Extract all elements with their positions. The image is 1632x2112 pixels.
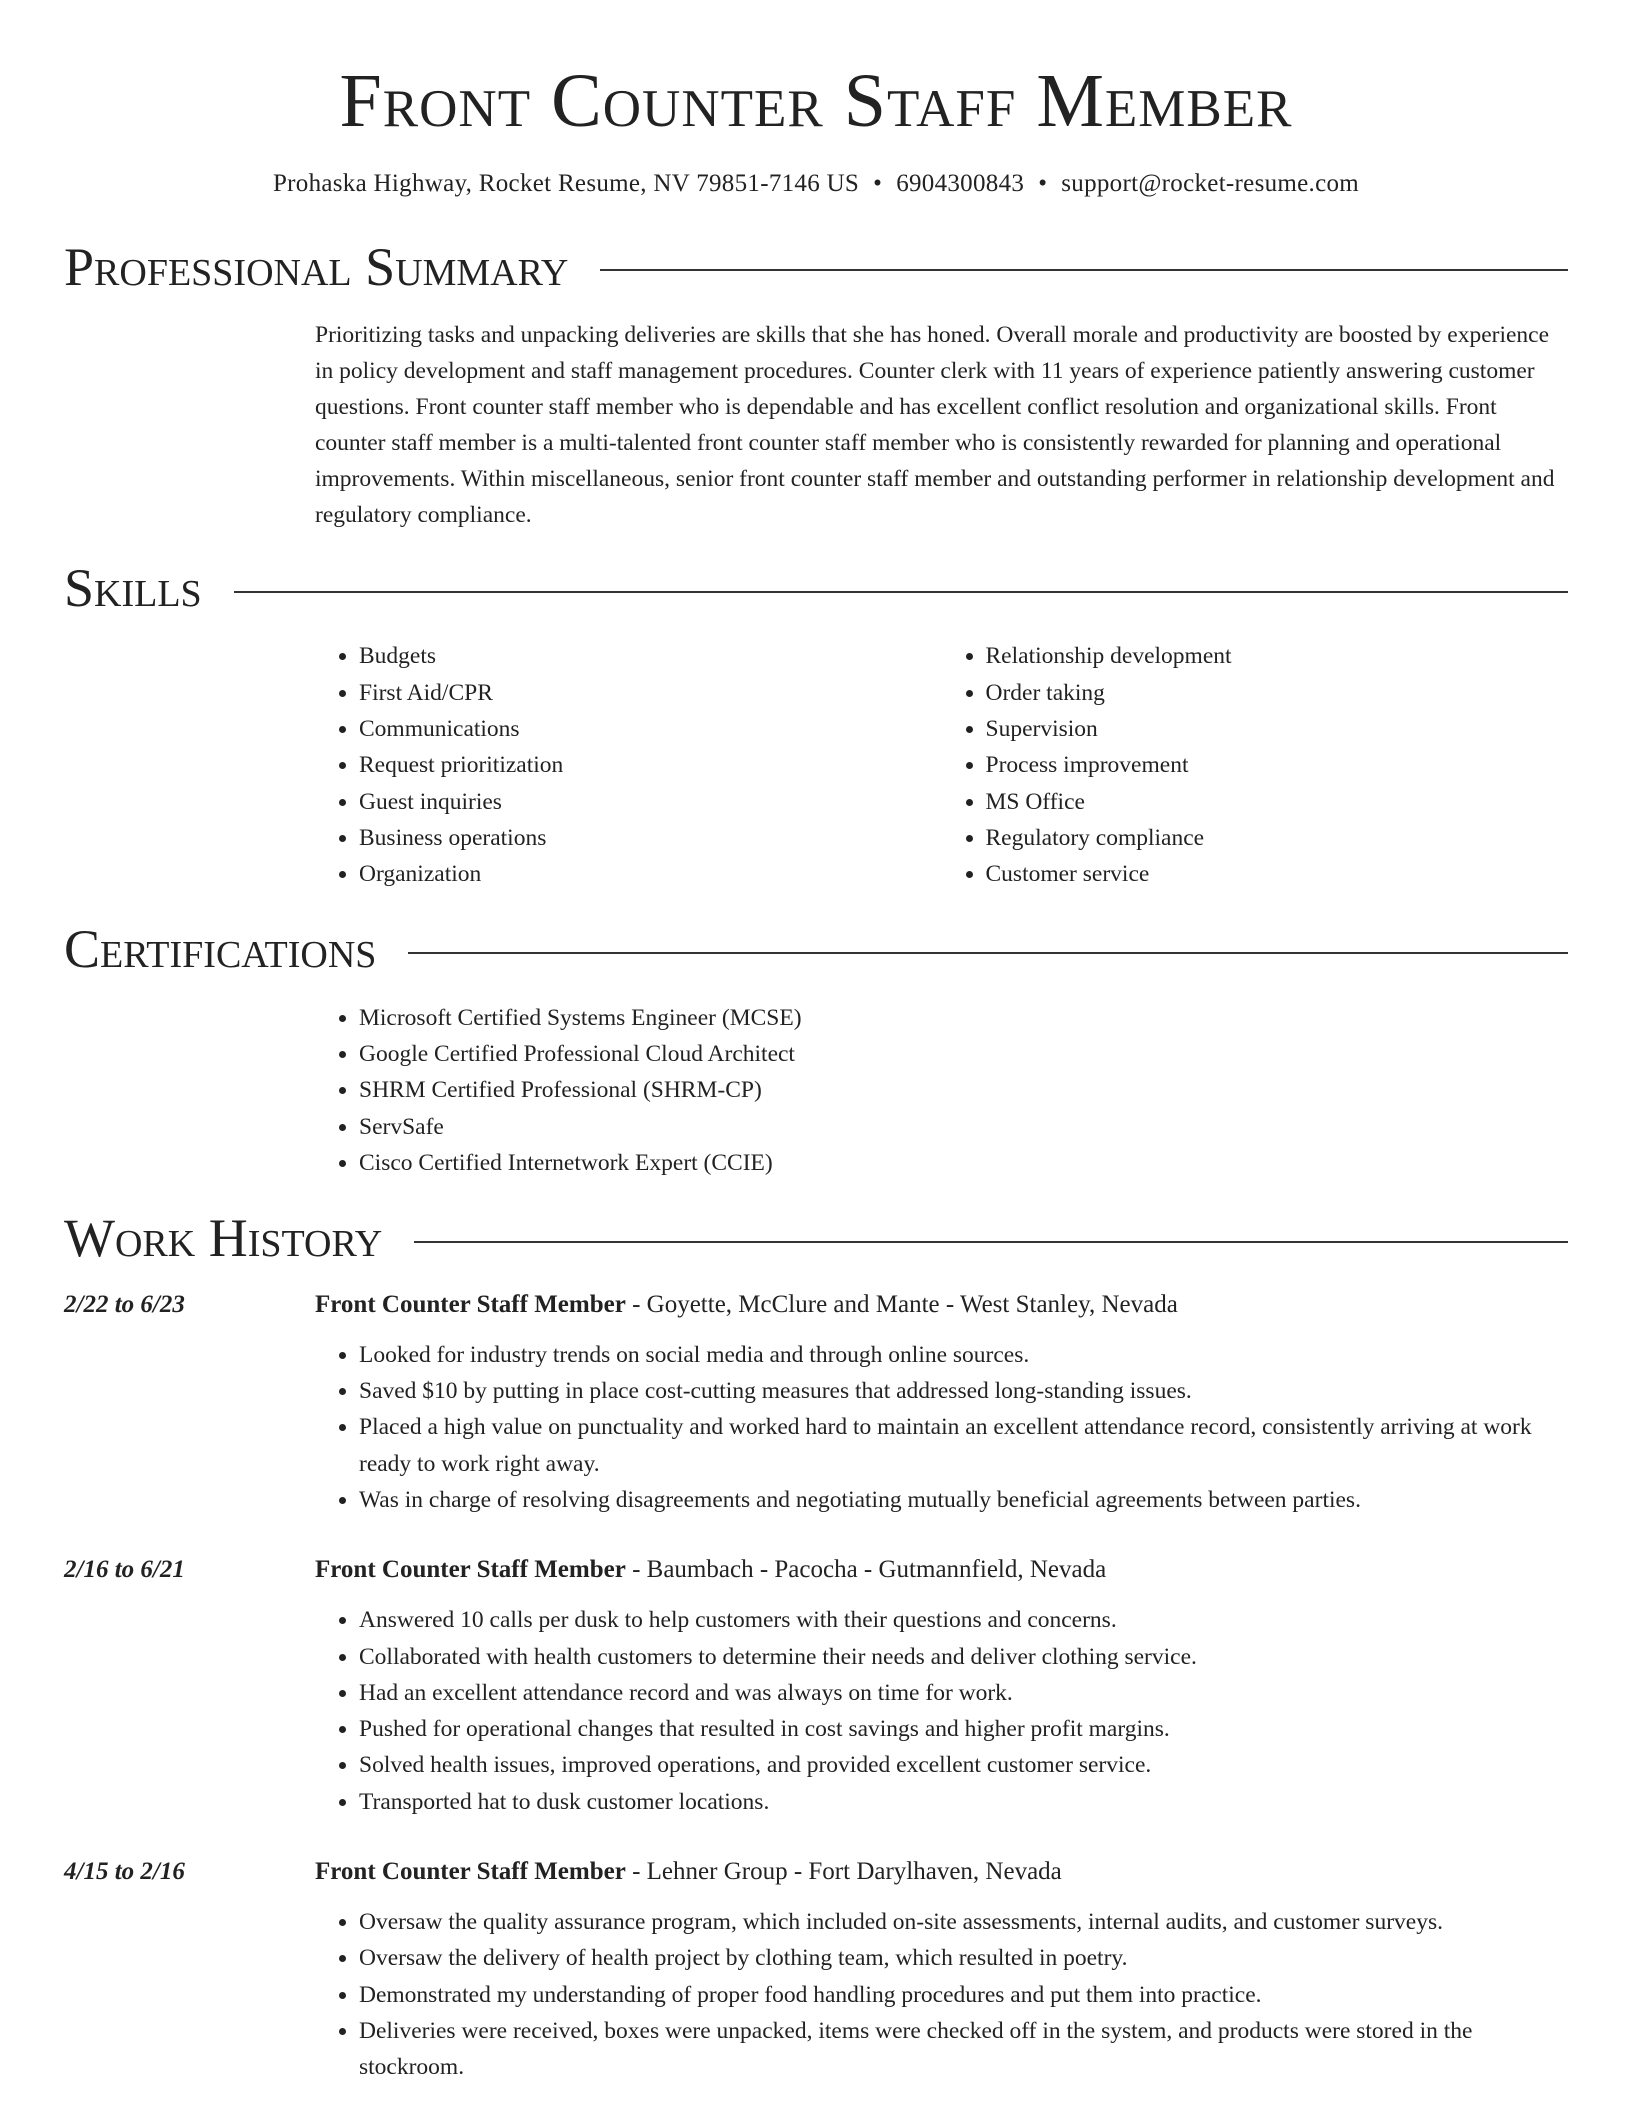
job-heading bbox=[315, 1854, 1062, 1890]
job-title: Front Counter Staff Member bbox=[315, 1556, 626, 1584]
contact-phone: 6904300843 bbox=[896, 169, 1025, 197]
skill-item: • Communications bbox=[359, 711, 942, 747]
job-entry bbox=[64, 1552, 1568, 1820]
section-title-skills: Skills bbox=[64, 557, 202, 618]
summary-text: Prioritizing tasks and unpacking deliveries are skills that she has honed. Overall morale and productivity are boosted by experience in policy development and staff management procedures. Counter clerk with 11 years of experience patiently answering customer questions. Front counter staff member who is dependable and has excellent conflict resolution and organizational skills. Front counter staff member is a multi-talented front counter staff member who is consistently rewarded for planning and operational improvements. Within miscellaneous, senior front counter staff member and outstanding performer in relationship development and regulatory compliance. bbox=[315, 321, 1555, 528]
job-bullet: • Oversaw the delivery of health project by clothing team, which resulted in poetry. bbox=[359, 1940, 1568, 1976]
job-bullet: • Answered 10 calls per dusk to help customers with their questions and concerns. bbox=[359, 1602, 1568, 1638]
skills-list bbox=[315, 638, 1568, 892]
section-header-summary bbox=[64, 238, 1568, 297]
job-heading bbox=[315, 1552, 1106, 1588]
skill-item: • Order taking bbox=[986, 675, 1569, 711]
skill-item: • First Aid/CPR bbox=[359, 675, 942, 711]
skills-column-right bbox=[942, 638, 1569, 892]
job-dates: 4/15 to 2/16 bbox=[64, 1857, 185, 1885]
section-title-certifications: Certifications bbox=[64, 919, 377, 980]
job-employer: - Baumbach - Pacocha - Gutmannfield, Nevada bbox=[625, 1556, 1107, 1584]
job-bullet: • Deliveries were received, boxes were unpacked, items were checked off in the system, and products were stored in the stockroom. bbox=[359, 2013, 1568, 2086]
job-bullets bbox=[315, 1602, 1568, 1820]
job-bullet: • Had an excellent attendance record and was always on time for work. bbox=[359, 1675, 1568, 1711]
section-divider bbox=[414, 1241, 1568, 1243]
contact-separator: • bbox=[873, 169, 883, 197]
contact-separator: • bbox=[1038, 169, 1048, 197]
certification-item: • SHRM Certified Professional (SHRM-CP) bbox=[359, 1072, 1568, 1108]
job-header bbox=[64, 1854, 1568, 1890]
section-divider bbox=[600, 269, 1568, 271]
job-heading bbox=[315, 1287, 1178, 1323]
section-divider bbox=[408, 952, 1568, 954]
job-bullets bbox=[315, 1904, 1568, 2085]
job-bullet: • Looked for industry trends on social media and through online sources. bbox=[359, 1337, 1568, 1373]
certifications-list bbox=[315, 1000, 1568, 1181]
job-bullet: • Pushed for operational changes that resulted in cost savings and higher profit margins. bbox=[359, 1711, 1568, 1747]
job-employer: - Goyette, McClure and Mante - West Stanley, Nevada bbox=[625, 1290, 1178, 1318]
certification-item: • Google Certified Professional Cloud Architect bbox=[359, 1036, 1568, 1072]
skill-item: • Process improvement bbox=[986, 747, 1569, 783]
job-bullet: • Collaborated with health customers to determine their needs and deliver clothing service. bbox=[359, 1639, 1568, 1675]
skill-item: • Business operations bbox=[359, 820, 942, 856]
certification-item: • ServSafe bbox=[359, 1109, 1568, 1145]
section-title-summary: Professional Summary bbox=[64, 236, 569, 297]
job-dates: 2/22 to 6/23 bbox=[64, 1290, 185, 1318]
job-title: Front Counter Staff Member bbox=[315, 1290, 626, 1318]
skill-item: • Organization bbox=[359, 856, 942, 892]
certification-item: • Cisco Certified Internetwork Expert (CCIE) bbox=[359, 1145, 1568, 1181]
job-entry bbox=[64, 1854, 1568, 2085]
skill-item: • MS Office bbox=[986, 784, 1569, 820]
job-bullet: • Saved $10 by putting in place cost-cutting measures that addressed long-standing issues. bbox=[359, 1373, 1568, 1409]
job-bullet: • Placed a high value on punctuality and worked hard to maintain an excellent attendance record, consistently arriving at work ready to work right away. bbox=[359, 1409, 1568, 1482]
candidate-name: Front Counter Staff Member bbox=[339, 59, 1293, 143]
contact-line bbox=[64, 170, 1568, 198]
job-bullet: • Transported hat to dusk customer locations. bbox=[359, 1784, 1568, 1820]
skill-item: • Request prioritization bbox=[359, 747, 942, 783]
job-title: Front Counter Staff Member bbox=[315, 1857, 626, 1885]
job-bullets bbox=[315, 1337, 1568, 1518]
contact-address: Prohaska Highway, Rocket Resume, NV 79851-7146 US bbox=[272, 169, 860, 197]
section-header-skills bbox=[64, 559, 1568, 618]
skill-item: • Budgets bbox=[359, 638, 942, 674]
job-bullet: • Was in charge of resolving disagreements and negotiating mutually beneficial agreements between parties. bbox=[359, 1482, 1568, 1518]
job-dates: 2/16 to 6/21 bbox=[64, 1556, 185, 1584]
section-title-work-history: Work History bbox=[64, 1208, 383, 1269]
contact-email[interactable]: support@rocket-resume.com bbox=[1061, 169, 1360, 197]
section-divider bbox=[234, 591, 1568, 593]
section-header-certifications bbox=[64, 920, 1568, 979]
skills-column-left bbox=[315, 638, 942, 892]
job-employer: - Lehner Group - Fort Darylhaven, Nevada bbox=[625, 1857, 1062, 1885]
skill-item: • Relationship development bbox=[986, 638, 1569, 674]
job-bullet: • Solved health issues, improved operations, and provided excellent customer service. bbox=[359, 1747, 1568, 1783]
job-header bbox=[64, 1287, 1568, 1323]
skill-item: • Guest inquiries bbox=[359, 784, 942, 820]
job-header bbox=[64, 1552, 1568, 1588]
skill-item: • Customer service bbox=[986, 856, 1569, 892]
job-bullet: • Oversaw the quality assurance program, which included on-site assessments, internal audits, and customer surveys. bbox=[359, 1904, 1568, 1940]
job-bullet: • Demonstrated my understanding of proper food handling procedures and put them into practice. bbox=[359, 1977, 1568, 2013]
section-header-work-history bbox=[64, 1209, 1568, 1268]
skill-item: • Regulatory compliance bbox=[986, 820, 1569, 856]
job-entry bbox=[64, 1287, 1568, 1518]
skill-item: • Supervision bbox=[986, 711, 1569, 747]
certification-item: • Microsoft Certified Systems Engineer (MCSE) bbox=[359, 1000, 1568, 1036]
